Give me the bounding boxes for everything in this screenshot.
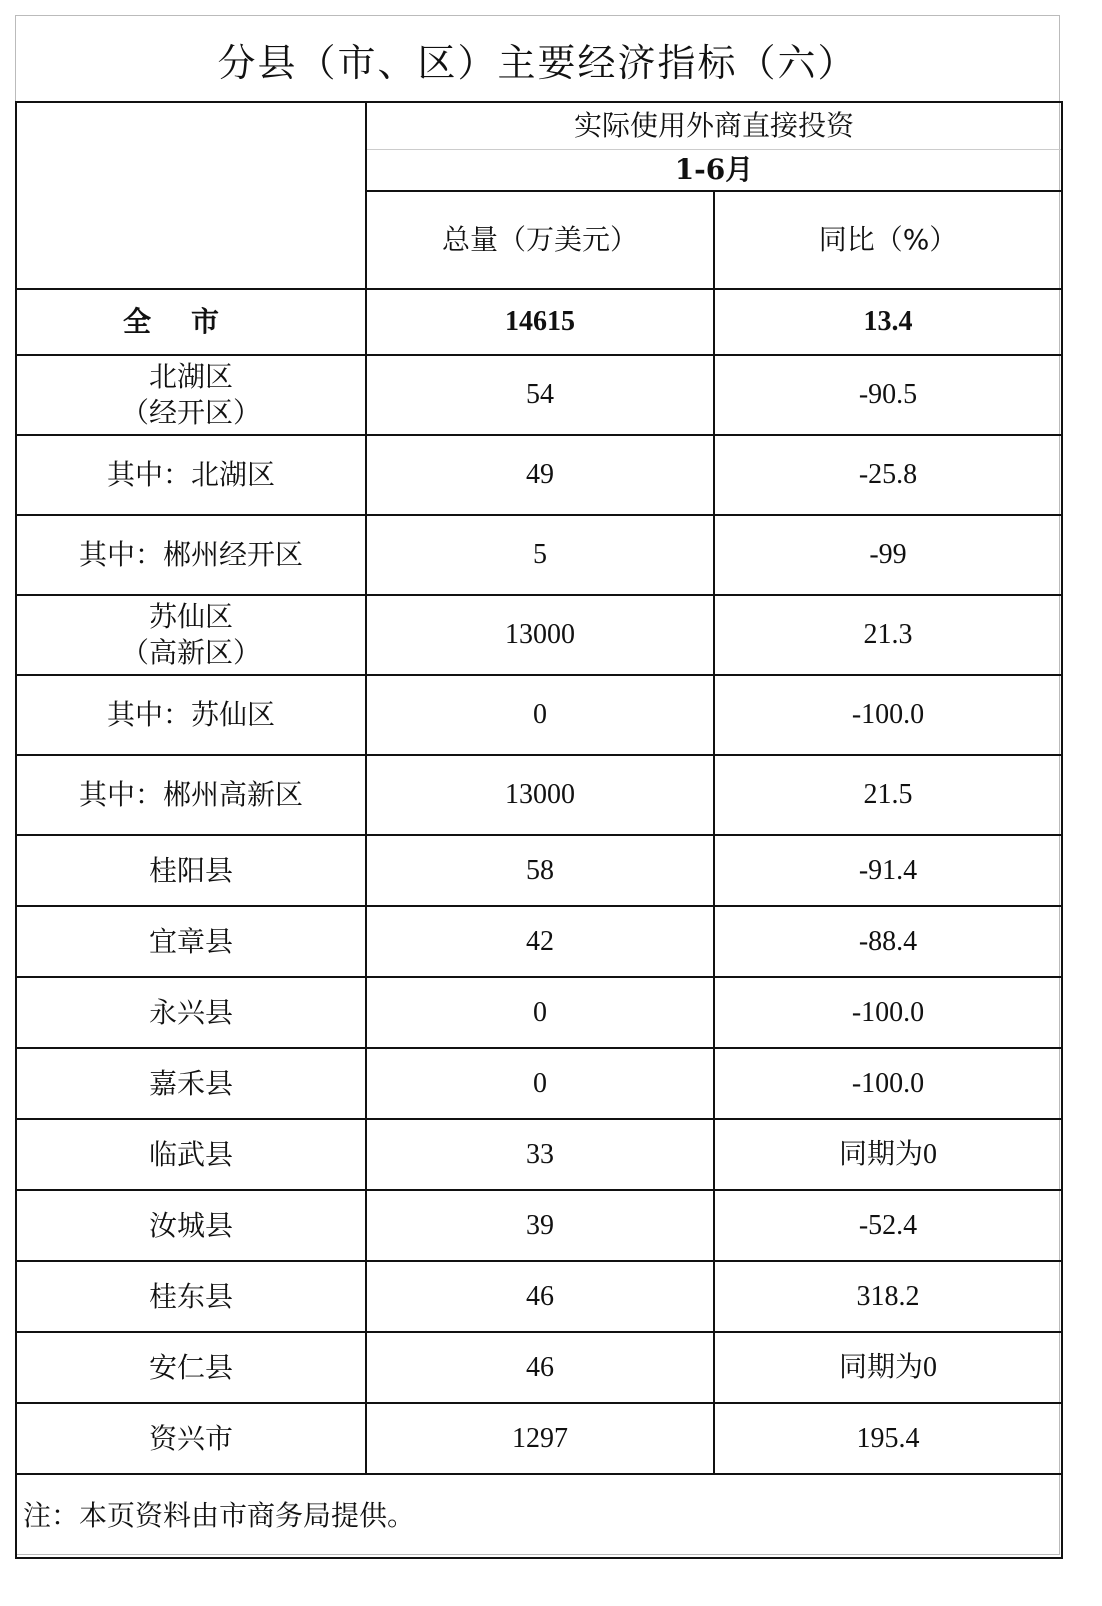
table-row [16, 1048, 1062, 1119]
region-name [16, 595, 366, 675]
total-value: 42 [366, 906, 714, 977]
region-name-line: 宜章县 [148, 924, 233, 958]
region-name-line: 其中：郴州高新区 [78, 778, 303, 811]
region-name [16, 435, 366, 515]
yoy-value: -100.0 [714, 1048, 1062, 1119]
region-name-line: 其中：郴州经开区 [78, 538, 303, 571]
city-total-name: 全市 [16, 289, 366, 355]
note-row [16, 1474, 1062, 1558]
total-value: 58 [366, 835, 714, 906]
yoy-value: -90.5 [714, 355, 1062, 435]
region-name-line: 嘉禾县 [148, 1066, 233, 1100]
region-name-line: 北湖区 [148, 360, 233, 393]
yoy-value: -100.0 [714, 977, 1062, 1048]
total-value: 46 [366, 1261, 714, 1332]
total-value: 1297 [366, 1403, 714, 1474]
yoy-value: 同期为0 [714, 1119, 1062, 1190]
region-name [16, 755, 366, 835]
region-name [16, 977, 366, 1048]
table-row [16, 675, 1062, 755]
total-value: 0 [366, 1048, 714, 1119]
total-value: 0 [366, 977, 714, 1048]
header-blank-cell [16, 102, 366, 289]
table-row [16, 1119, 1062, 1190]
source-note: 注：本页资料由市商务局提供。 [16, 1474, 1062, 1558]
table-row [16, 755, 1062, 835]
table-row [16, 595, 1062, 675]
region-name [16, 1119, 366, 1190]
city-total-value: 14615 [366, 289, 714, 355]
yoy-value: -99 [714, 515, 1062, 595]
total-value: 5 [366, 515, 714, 595]
yoy-value: -91.4 [714, 835, 1062, 906]
table-row [16, 435, 1062, 515]
total-value: 13000 [366, 595, 714, 675]
region-name-line: 桂东县 [148, 1279, 233, 1313]
yoy-value: 21.5 [714, 755, 1062, 835]
yoy-column-header: 同比（%） [714, 191, 1062, 289]
region-name-line: 汝城县 [148, 1208, 233, 1242]
city-total-yoy: 13.4 [714, 289, 1062, 355]
region-name-line: 永兴县 [148, 995, 233, 1029]
region-name-line: 其中：北湖区 [106, 458, 275, 491]
table-row [16, 835, 1062, 906]
yoy-value: -52.4 [714, 1190, 1062, 1261]
region-name-subline: （经开区） [120, 396, 261, 429]
yoy-value: -100.0 [714, 675, 1062, 755]
total-value: 54 [366, 355, 714, 435]
region-name-line: 临武县 [148, 1137, 233, 1171]
table-row [16, 1403, 1062, 1474]
yoy-value: 318.2 [714, 1261, 1062, 1332]
region-name [16, 1403, 366, 1474]
total-value: 33 [366, 1119, 714, 1190]
table-row [16, 355, 1062, 435]
region-name-subline: （高新区） [120, 636, 261, 669]
table-row [16, 1261, 1062, 1332]
yoy-value: 195.4 [714, 1403, 1062, 1474]
period-header: 1-6月 [366, 150, 1062, 192]
yoy-value: -25.8 [714, 435, 1062, 515]
region-name-line: 苏仙区 [148, 600, 233, 633]
region-name [16, 835, 366, 906]
yoy-value: 同期为0 [714, 1332, 1062, 1403]
region-name [16, 1048, 366, 1119]
region-name-line: 资兴市 [148, 1421, 233, 1455]
region-name [16, 515, 366, 595]
table-row [16, 906, 1062, 977]
total-value: 46 [366, 1332, 714, 1403]
region-name [16, 675, 366, 755]
economic-indicator-table [15, 101, 1063, 1559]
region-name-line: 桂阳县 [148, 853, 233, 887]
table-row [16, 1332, 1062, 1403]
total-value: 39 [366, 1190, 714, 1261]
total-value: 0 [366, 675, 714, 755]
total-value: 49 [366, 435, 714, 515]
table-row [16, 1190, 1062, 1261]
region-name [16, 1332, 366, 1403]
region-name-line: 安仁县 [148, 1350, 233, 1384]
city-total-row [16, 289, 1062, 355]
yoy-value: 21.3 [714, 595, 1062, 675]
region-name [16, 1261, 366, 1332]
region-name-line: 其中：苏仙区 [106, 698, 275, 731]
region-name [16, 906, 366, 977]
region-name [16, 1190, 366, 1261]
page-title: 分县（市、区）主要经济指标（六） [217, 40, 858, 85]
region-name [16, 355, 366, 435]
indicator-header: 实际使用外商直接投资 [366, 102, 1062, 150]
total-value: 13000 [366, 755, 714, 835]
table-row [16, 977, 1062, 1048]
total-column-header: 总量（万美元） [366, 191, 714, 289]
yoy-value: -88.4 [714, 906, 1062, 977]
table-row [16, 515, 1062, 595]
